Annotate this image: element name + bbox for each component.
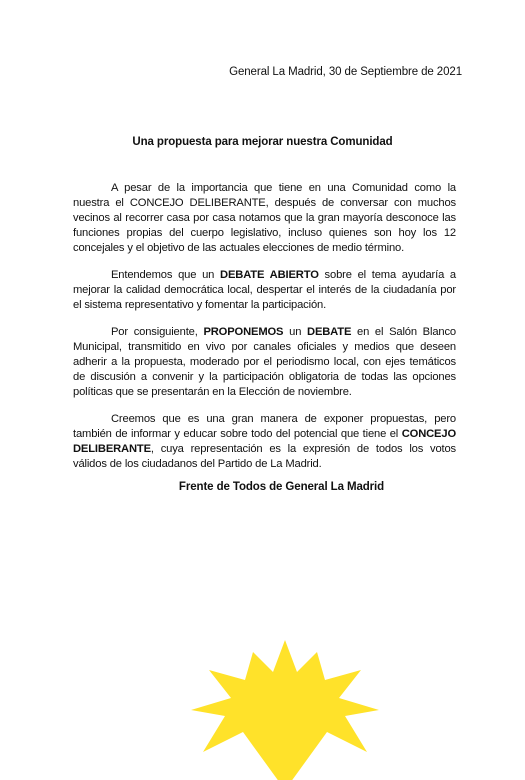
sun-icon — [185, 640, 385, 780]
sun-shape — [191, 640, 379, 780]
document-title: Una propuesta para mejorar nuestra Comunidad — [132, 136, 393, 148]
paragraph-2-text-a: Entendemos que un — [111, 269, 221, 281]
paragraph-4-text-b: , cuya representación es la expresión de todos los votos válidos de los ciudadanos del Partido de La Madrid. — [73, 443, 456, 470]
debate-emphasis: DEBATE — [307, 326, 352, 338]
paragraph-2 — [73, 268, 456, 313]
paragraph-4-text-a: Creemos que es una gran manera de exponer propuestas, pero también de informar y educar sobre todo del potencial que tiene el — [73, 413, 456, 440]
signature: Frente de Todos de General La Madrid — [178, 481, 385, 493]
paragraph-3-text-a: Por consiguiente, — [111, 326, 204, 338]
document-body — [73, 181, 456, 484]
paragraph-1 — [73, 181, 456, 256]
concejo-deliberante-emphasis: CONCEJO DELIBERANTE — [73, 428, 456, 455]
paragraph-4 — [73, 412, 456, 472]
paragraph-2-text-b: sobre el tema ayudaría a mejorar la calidad democrática local, despertar el interés de la ciudadanía por el sistema representativo y fomentar la participación. — [73, 269, 456, 311]
paragraph-3-text-c: en el Salón Blanco Municipal, transmitido en vivo por canales oficiales y medios que deseen adherir a la propuesta, moderado por el periodismo local, con ejes temáticos de discusión a convenir y la participación obligatoria de todas las opciones políticas que se presentarán en la Elección de noviembre. — [73, 326, 456, 398]
paragraph-3 — [73, 325, 456, 400]
proponemos-emphasis: PROPONEMOS — [203, 326, 284, 338]
paragraph-3-text-b: un — [283, 326, 308, 338]
debate-abierto-emphasis: DEBATE ABIERTO — [220, 269, 319, 281]
date-line: General La Madrid, 30 de Septiembre de 2021 — [229, 66, 462, 78]
paragraph-1-text: A pesar de la importancia que tiene en una Comunidad como la nuestra el CONCEJO DELIBERANTE, después de conversar con muchos vecinos al recorrer casa por casa notamos que la gran mayoría desconoce las funciones propias del cuerpo legislativo, incluso quienes son hoy los 12 concejales y el objetivo de las actuales elecciones de medio término. — [73, 182, 456, 254]
